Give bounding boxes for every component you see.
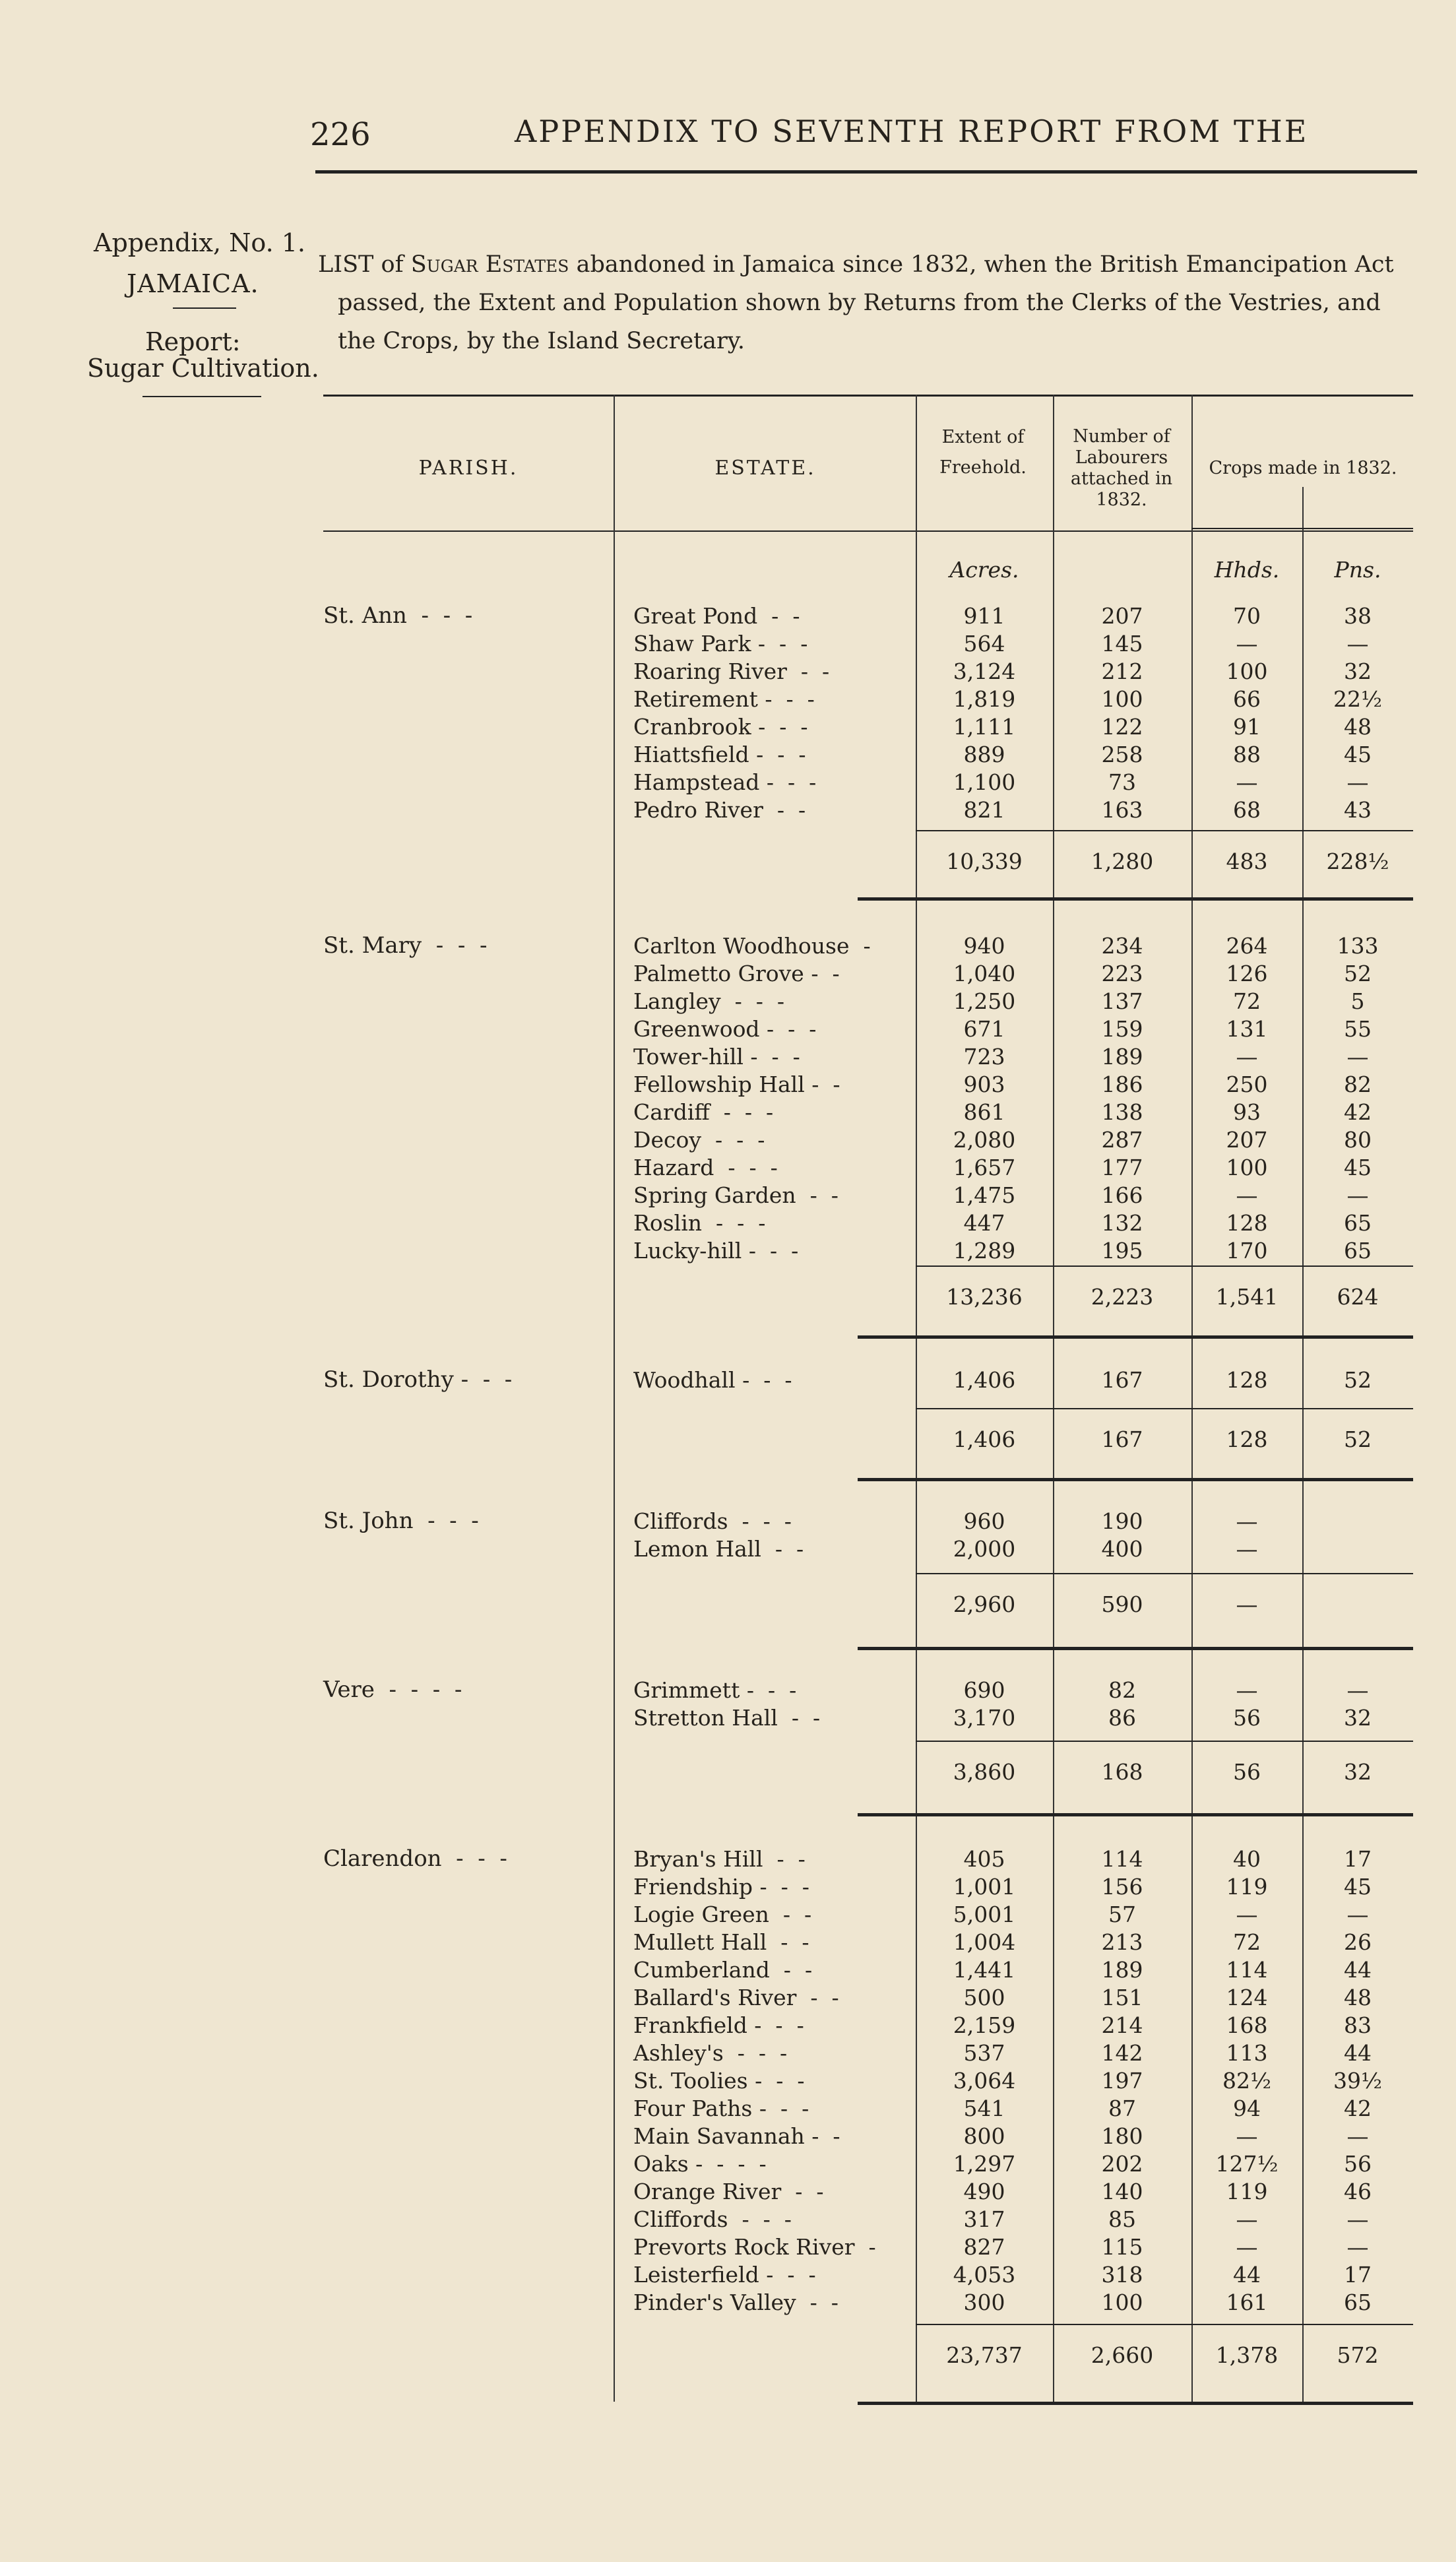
pns-value: 45 — [1344, 742, 1372, 767]
pns-value: 48 — [1344, 1985, 1372, 2010]
extent-total: 23,737 — [946, 2342, 1023, 2368]
subtotal-rule — [916, 1408, 1413, 1409]
pns-value: 65 — [1344, 2290, 1372, 2315]
pns-value: 45 — [1344, 1874, 1372, 1900]
labourers-value: 163 — [1101, 797, 1143, 823]
hhds-value: 40 — [1233, 1846, 1261, 1872]
subtotal-rule — [916, 1265, 1413, 1267]
extent-value: 564 — [963, 631, 1005, 657]
labourers-total: 1,280 — [1091, 849, 1154, 874]
extent-value: 500 — [963, 1985, 1005, 2010]
hhds-value: — — [1236, 769, 1258, 795]
extent-value: 861 — [963, 1099, 1005, 1125]
extent-value: 541 — [963, 2096, 1005, 2121]
hhds-value: 207 — [1226, 1127, 1268, 1153]
labourers-value: 122 — [1101, 714, 1143, 740]
hhds-value: 170 — [1226, 1238, 1268, 1264]
extent-value: 889 — [963, 742, 1005, 767]
pns-value: 56 — [1344, 2151, 1372, 2177]
hhds-total: 56 — [1233, 1759, 1261, 1785]
labourers-value: 180 — [1101, 2123, 1143, 2149]
pns-value: 22½ — [1333, 686, 1382, 712]
pns-value: 39½ — [1333, 2068, 1382, 2094]
pns-value: 44 — [1344, 2040, 1372, 2066]
unit-pns: Pns. — [1334, 557, 1381, 583]
extent-value: 490 — [963, 2179, 1005, 2204]
pns-value: 133 — [1337, 933, 1379, 959]
extent-value: 1,100 — [953, 769, 1016, 795]
hhds-value: 250 — [1226, 1072, 1268, 1097]
extent-value: 1,441 — [953, 1957, 1016, 1983]
extent-value: 1,250 — [953, 988, 1016, 1014]
estate-name: Ashley's - - - — [633, 2040, 788, 2066]
hhds-value: 100 — [1226, 1155, 1268, 1180]
extent-value: 3,064 — [953, 2068, 1016, 2094]
estate-name: Ballard's River - - — [633, 1985, 839, 2010]
estate-name: Bryan's Hill - - — [633, 1846, 806, 1872]
parish-separator-rule — [858, 1335, 1413, 1339]
pns-value: 52 — [1344, 1367, 1372, 1393]
estate-name: Langley - - - — [633, 988, 785, 1014]
extent-value: 800 — [963, 2123, 1005, 2149]
hhds-total: 128 — [1226, 1426, 1268, 1452]
hhds-value: — — [1236, 1902, 1258, 1927]
extent-value: 911 — [963, 603, 1005, 629]
estate-name: Cumberland - - — [633, 1957, 813, 1983]
labourers-value: 400 — [1101, 1536, 1143, 1562]
labourers-value: 82 — [1108, 1677, 1136, 1703]
pns-value: 5 — [1350, 988, 1365, 1014]
labourers-value: 189 — [1101, 1044, 1143, 1070]
estate-name: Four Paths - - - — [633, 2096, 809, 2121]
estate-name: Frankfield - - - — [633, 2012, 804, 2038]
labourers-total: 168 — [1101, 1759, 1143, 1785]
hhds-value: 264 — [1226, 933, 1268, 959]
labourers-value: 167 — [1101, 1367, 1143, 1393]
pns-value: — — [1346, 2123, 1369, 2149]
estate-name: Grimmett - - - — [633, 1677, 797, 1703]
labourers-value: 73 — [1108, 769, 1136, 795]
labourers-value: 145 — [1101, 631, 1143, 657]
estate-name: Lucky-hill - - - — [633, 1238, 799, 1264]
labourers-total: 2,223 — [1091, 1284, 1154, 1310]
estate-name: Prevorts Rock River - — [633, 2234, 876, 2260]
extent-total: 10,339 — [946, 849, 1023, 874]
pns-value: — — [1346, 631, 1369, 657]
pns-value: 52 — [1344, 961, 1372, 986]
extent-total: 1,406 — [953, 1426, 1016, 1452]
estate-name: Retirement - - - — [633, 686, 815, 712]
labourers-value: 85 — [1108, 2206, 1136, 2232]
extent-value: 827 — [963, 2234, 1005, 2260]
extent-value: 447 — [963, 1210, 1005, 1236]
parish-name: St. Mary - - - — [323, 932, 488, 959]
pns-total: 32 — [1344, 1759, 1372, 1785]
estate-name: Friendship - - - — [633, 1874, 809, 1900]
hhds-total: — — [1236, 1591, 1258, 1617]
subtotal-rule — [916, 830, 1413, 831]
extent-value: 1,004 — [953, 1929, 1016, 1955]
estate-name: Greenwood - - - — [633, 1016, 817, 1042]
page-number: 226 — [310, 116, 371, 153]
labourers-value: 318 — [1101, 2262, 1143, 2288]
labourers-value: 197 — [1101, 2068, 1143, 2094]
labourers-value: 100 — [1101, 686, 1143, 712]
pns-total: 228½ — [1326, 849, 1389, 874]
sidebar-rule-2 — [142, 396, 261, 397]
extent-value: 1,406 — [953, 1367, 1016, 1393]
header-extent: Extent of Freehold. — [939, 427, 1027, 478]
labourers-value: 137 — [1101, 988, 1143, 1014]
hhds-value: 93 — [1233, 1099, 1261, 1125]
labourers-value: 156 — [1101, 1874, 1143, 1900]
estate-name: Roslin - - - — [633, 1210, 766, 1236]
pns-value: 42 — [1344, 1099, 1372, 1125]
extent-value: 821 — [963, 797, 1005, 823]
hhds-value: 66 — [1233, 686, 1261, 712]
hhds-value: 91 — [1233, 714, 1261, 740]
pns-value: — — [1346, 2234, 1369, 2260]
extent-value: 4,053 — [953, 2262, 1016, 2288]
estate-name: Logie Green - - — [633, 1902, 812, 1927]
labourers-value: 87 — [1108, 2096, 1136, 2121]
parish-separator-rule — [858, 2402, 1413, 2405]
column-divider — [614, 395, 615, 2402]
pns-value: 32 — [1344, 658, 1372, 684]
extent-value: 671 — [963, 1016, 1005, 1042]
estate-name: Orange River - - — [633, 2179, 824, 2204]
estate-name: Woodhall - - - — [633, 1367, 792, 1393]
header-bottom-rule — [323, 530, 1413, 532]
extent-value: 317 — [963, 2206, 1005, 2232]
pns-value: 42 — [1344, 2096, 1372, 2121]
subtotal-rule — [916, 1573, 1413, 1574]
hhds-total: 483 — [1226, 849, 1268, 874]
extent-total: 13,236 — [946, 1284, 1023, 1310]
intro-lead: LIST of — [318, 251, 404, 278]
estate-name: Tower-hill - - - — [633, 1044, 800, 1070]
pns-value: 45 — [1344, 1155, 1372, 1180]
estate-name: Hiattsfield - - - — [633, 742, 806, 767]
extent-value: 723 — [963, 1044, 1005, 1070]
parish-name: St. Ann - - - — [323, 602, 473, 629]
labourers-total: 167 — [1101, 1426, 1143, 1452]
pns-value: 83 — [1344, 2012, 1372, 2038]
estate-name: Carlton Woodhouse - — [633, 933, 871, 959]
pns-value: — — [1346, 1677, 1369, 1703]
estate-name: Spring Garden - - — [633, 1182, 839, 1208]
pns-total: 52 — [1344, 1426, 1372, 1452]
labourers-value: 186 — [1101, 1072, 1143, 1097]
table-top-rule — [323, 395, 1413, 397]
pns-value: — — [1346, 1044, 1369, 1070]
extent-value: 940 — [963, 933, 1005, 959]
labourers-value: 115 — [1101, 2234, 1143, 2260]
extent-value: 2,159 — [953, 2012, 1016, 2038]
hhds-value: — — [1236, 2234, 1258, 2260]
labourers-value: 202 — [1101, 2151, 1143, 2177]
hhds-value: — — [1236, 1536, 1258, 1562]
estate-name: Cliffords - - - — [633, 2206, 792, 2232]
parish-name: St. Dorothy - - - — [323, 1366, 513, 1393]
sidebar-country: JAMAICA. — [127, 269, 259, 298]
extent-value: 1,819 — [953, 686, 1016, 712]
pns-value: 55 — [1344, 1016, 1372, 1042]
unit-acres: Acres. — [949, 557, 1019, 583]
parish-name: Clarendon - - - — [323, 1845, 507, 1872]
estate-name: Pinder's Valley - - — [633, 2290, 839, 2315]
header-labourers: Number of Labourers attached in 1832. — [1070, 426, 1173, 510]
hhds-value: 168 — [1226, 2012, 1268, 2038]
pns-value: — — [1346, 769, 1369, 795]
extent-value: 2,080 — [953, 1127, 1016, 1153]
crops-header-split — [1191, 528, 1413, 529]
labourers-total: 2,660 — [1091, 2342, 1154, 2368]
estate-name: Cranbrook - - - — [633, 714, 808, 740]
labourers-value: 100 — [1101, 2290, 1143, 2315]
hhds-value: — — [1236, 2123, 1258, 2149]
parish-separator-rule — [858, 897, 1413, 901]
hhds-value: 56 — [1233, 1705, 1261, 1731]
extent-value: 537 — [963, 2040, 1005, 2066]
labourers-value: 142 — [1101, 2040, 1143, 2066]
hhds-value: 119 — [1226, 1874, 1268, 1900]
extent-value: 1,111 — [953, 714, 1016, 740]
extent-value: 1,040 — [953, 961, 1016, 986]
hhds-value: 70 — [1233, 603, 1261, 629]
hhds-value: — — [1236, 1508, 1258, 1534]
labourers-value: 132 — [1101, 1210, 1143, 1236]
extent-value: 3,124 — [953, 658, 1016, 684]
estate-name: Great Pond - - — [633, 603, 800, 629]
labourers-value: 140 — [1101, 2179, 1143, 2204]
hhds-value: 119 — [1226, 2179, 1268, 2204]
pns-value: — — [1346, 1902, 1369, 1927]
estate-name: Pedro River - - — [633, 797, 806, 823]
estate-name: Oaks - - - - — [633, 2151, 767, 2177]
hhds-value: 131 — [1226, 1016, 1268, 1042]
intro-rest: abandoned in Jamaica since 1832, when the British Emancipation Act passed, the Extent and Population shown by Returns from the Clerks of the Vestries, and the Crops, by the Island Secretary. — [338, 251, 1394, 354]
estate-name: Palmetto Grove - - — [633, 961, 840, 986]
hhds-value: — — [1236, 1182, 1258, 1208]
hhds-value: 127½ — [1215, 2151, 1279, 2177]
labourers-value: 213 — [1101, 1929, 1143, 1955]
subtotal-rule — [916, 2324, 1413, 2325]
unit-hhds: Hhds. — [1214, 557, 1280, 583]
sidebar-appendix: Appendix, No. 1. — [94, 228, 305, 257]
hhds-total: 1,378 — [1215, 2342, 1279, 2368]
labourers-value: 138 — [1101, 1099, 1143, 1125]
estate-name: Roaring River - - — [633, 658, 830, 684]
labourers-value: 207 — [1101, 603, 1143, 629]
labourers-value: 177 — [1101, 1155, 1143, 1180]
parish-separator-rule — [858, 1813, 1413, 1816]
labourers-value: 114 — [1101, 1846, 1143, 1872]
extent-value: 903 — [963, 1072, 1005, 1097]
extent-value: 1,289 — [953, 1238, 1016, 1264]
hhds-value: 128 — [1226, 1367, 1268, 1393]
estate-name: Hampstead - - - — [633, 769, 817, 795]
extent-value: 300 — [963, 2290, 1005, 2315]
hhds-value: 68 — [1233, 797, 1261, 823]
subtotal-rule — [916, 1741, 1413, 1742]
pns-value: 82 — [1344, 1072, 1372, 1097]
extent-value: 1,001 — [953, 1874, 1016, 1900]
extent-value: 690 — [963, 1677, 1005, 1703]
extent-value: 1,475 — [953, 1182, 1016, 1208]
hhds-value: — — [1236, 2206, 1258, 2232]
extent-value: 1,297 — [953, 2151, 1016, 2177]
extent-value: 2,000 — [953, 1536, 1016, 1562]
estate-name: Leisterfield - - - — [633, 2262, 816, 2288]
hhds-value: — — [1236, 1044, 1258, 1070]
hhds-value: — — [1236, 1677, 1258, 1703]
pns-value: 17 — [1344, 2262, 1372, 2288]
labourers-value: 234 — [1101, 933, 1143, 959]
estate-name: Stretton Hall - - — [633, 1705, 821, 1731]
header-estate: ESTATE. — [714, 457, 816, 480]
pns-total: 572 — [1337, 2342, 1379, 2368]
hhds-value: 126 — [1226, 961, 1268, 986]
parish-separator-rule — [858, 1647, 1413, 1650]
pns-value: 44 — [1344, 1957, 1372, 1983]
parish-name: Vere - - - - — [323, 1677, 462, 1703]
hhds-value: 72 — [1233, 988, 1261, 1014]
pns-value: 65 — [1344, 1210, 1372, 1236]
estate-name: Main Savannah - - — [633, 2123, 840, 2149]
labourers-value: 195 — [1101, 1238, 1143, 1264]
sidebar-rule-1 — [173, 307, 236, 309]
sidebar-subject: Sugar Cultivation. — [87, 354, 319, 383]
hhds-value: 161 — [1226, 2290, 1268, 2315]
extent-value: 405 — [963, 1846, 1005, 1872]
pns-value: — — [1346, 2206, 1369, 2232]
extent-value: 3,170 — [953, 1705, 1016, 1731]
labourers-value: 57 — [1108, 1902, 1136, 1927]
page-header-title: APPENDIX TO SEVENTH REPORT FROM THE — [515, 113, 1309, 149]
pns-value: 65 — [1344, 1238, 1372, 1264]
labourers-value: 287 — [1101, 1127, 1143, 1153]
labourers-value: 159 — [1101, 1016, 1143, 1042]
hhds-value: 88 — [1233, 742, 1261, 767]
hhds-value: 114 — [1226, 1957, 1268, 1983]
pns-value: 17 — [1344, 1846, 1372, 1872]
hhds-value: 128 — [1226, 1210, 1268, 1236]
estate-name: Fellowship Hall - - — [633, 1072, 840, 1097]
hhds-value: — — [1236, 631, 1258, 657]
labourers-value: 212 — [1101, 658, 1143, 684]
hhds-total: 1,541 — [1215, 1284, 1279, 1310]
labourers-total: 590 — [1101, 1591, 1143, 1617]
estate-name: St. Toolies - - - — [633, 2068, 805, 2094]
extent-value: 1,657 — [953, 1155, 1016, 1180]
pns-value: 48 — [1344, 714, 1372, 740]
parish-name: St. John - - - — [323, 1508, 479, 1534]
header-crops: Crops made in 1832. — [1209, 458, 1397, 478]
intro-smallcaps: Sugar Estates — [410, 251, 569, 278]
hhds-value: 124 — [1226, 1985, 1268, 2010]
header-parish: PARISH. — [418, 457, 519, 480]
labourers-value: 258 — [1101, 742, 1143, 767]
estate-name: Decoy - - - — [633, 1127, 765, 1153]
estate-name: Mullett Hall - - — [633, 1929, 809, 1955]
labourers-value: 223 — [1101, 961, 1143, 986]
header-rule — [315, 170, 1417, 174]
pns-value: 80 — [1344, 1127, 1372, 1153]
estate-name: Shaw Park - - - — [633, 631, 808, 657]
hhds-value: 44 — [1233, 2262, 1261, 2288]
pns-value: 26 — [1344, 1929, 1372, 1955]
hhds-value: 100 — [1226, 658, 1268, 684]
pns-total: 624 — [1337, 1284, 1379, 1310]
estate-name: Lemon Hall - - — [633, 1536, 804, 1562]
pns-value: 38 — [1344, 603, 1372, 629]
labourers-value: 151 — [1101, 1985, 1143, 2010]
sidebar-report: Report: — [145, 327, 241, 356]
pns-value: — — [1346, 1182, 1369, 1208]
extent-value: 960 — [963, 1508, 1005, 1534]
intro-paragraph — [318, 245, 1420, 360]
estate-name: Hazard - - - — [633, 1155, 778, 1180]
extent-value: 5,001 — [953, 1902, 1016, 1927]
labourers-value: 214 — [1101, 2012, 1143, 2038]
parish-separator-rule — [858, 1478, 1413, 1481]
pns-value: 46 — [1344, 2179, 1372, 2204]
labourers-value: 166 — [1101, 1182, 1143, 1208]
pns-value: 32 — [1344, 1705, 1372, 1731]
extent-total: 2,960 — [953, 1591, 1016, 1617]
hhds-value: 94 — [1233, 2096, 1261, 2121]
hhds-value: 82½ — [1222, 2068, 1271, 2094]
pns-value: 43 — [1344, 797, 1372, 823]
labourers-value: 190 — [1101, 1508, 1143, 1534]
extent-total: 3,860 — [953, 1759, 1016, 1785]
estate-name: Cliffords - - - — [633, 1508, 792, 1534]
labourers-value: 86 — [1108, 1705, 1136, 1731]
hhds-value: 72 — [1233, 1929, 1261, 1955]
estate-name: Cardiff - - - — [633, 1099, 774, 1125]
labourers-value: 189 — [1101, 1957, 1143, 1983]
hhds-value: 113 — [1226, 2040, 1268, 2066]
